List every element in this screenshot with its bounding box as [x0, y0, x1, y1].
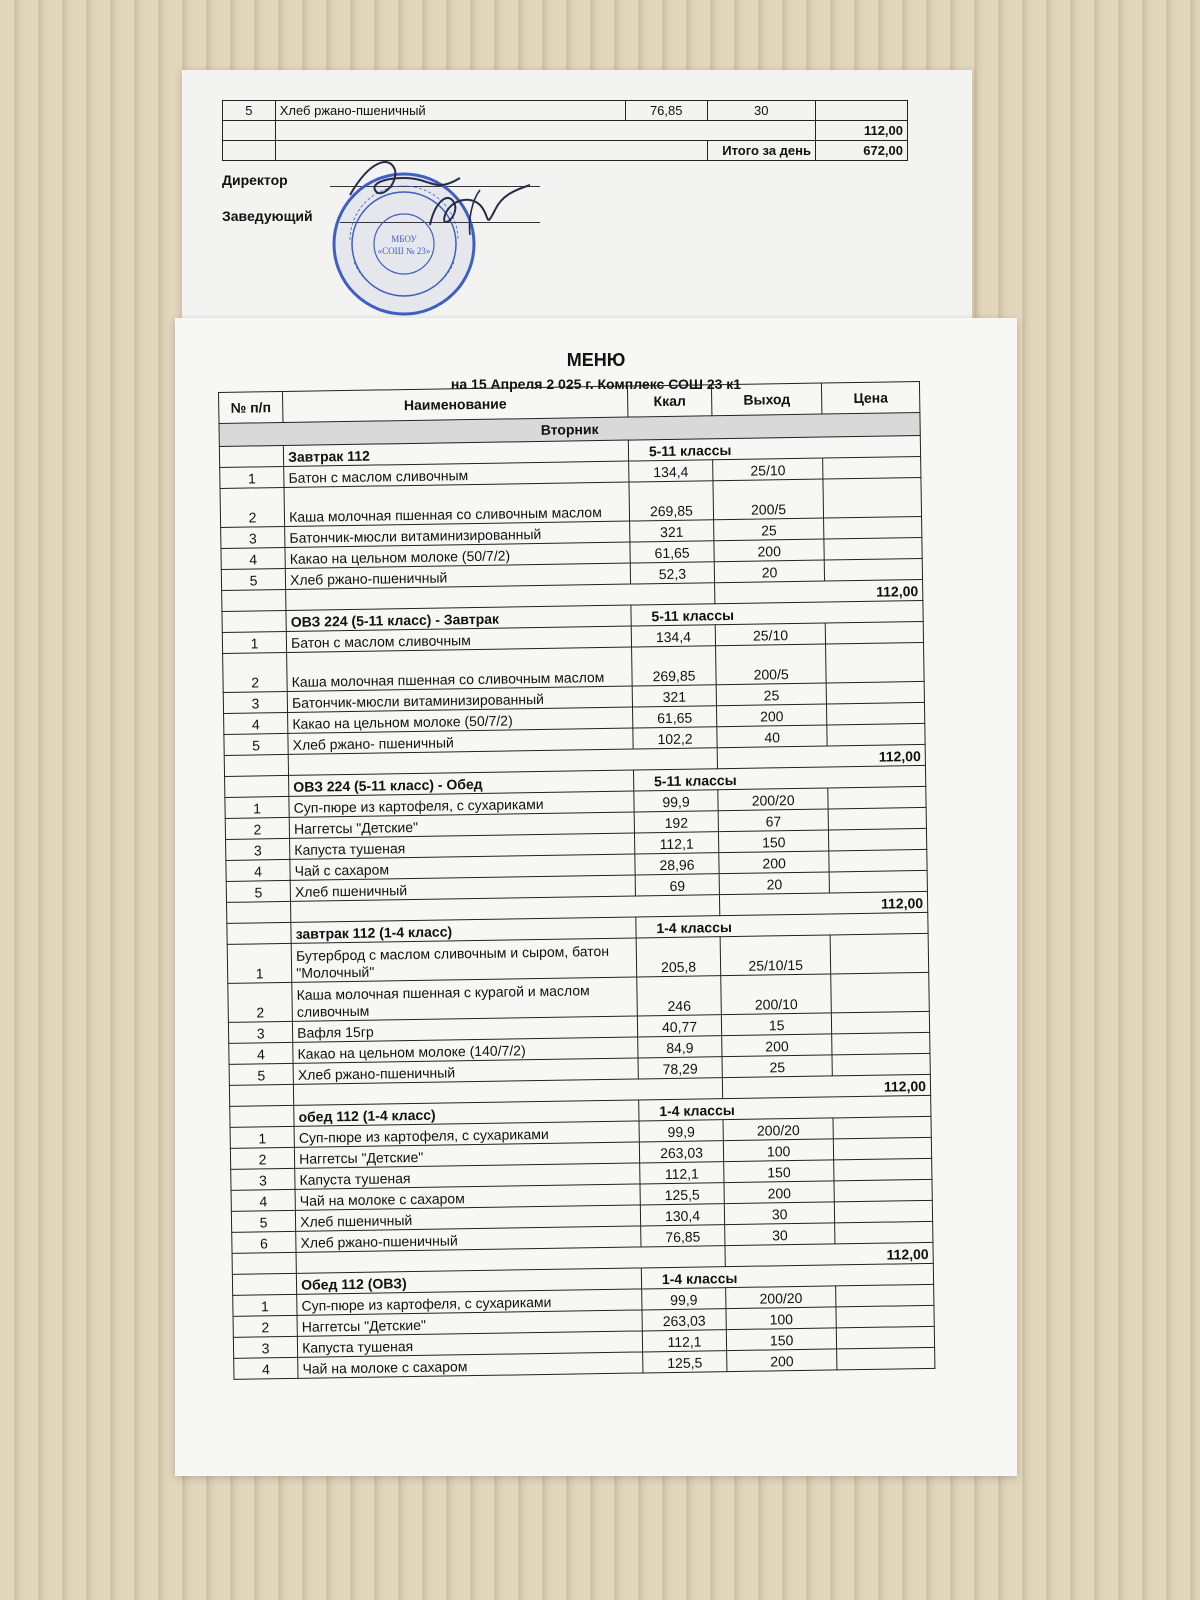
section-no-cell — [232, 1273, 296, 1295]
stamp-center-line2: «СОШ № 23» — [377, 246, 431, 256]
item-price — [823, 477, 921, 518]
item-kcal: 52,3 — [630, 562, 715, 584]
item-number: 1 — [233, 1294, 297, 1316]
item-kcal: 78,29 — [638, 1057, 723, 1079]
subtotal-row — [223, 121, 908, 141]
row-kcal: 76,85 — [625, 101, 707, 121]
item-kcal: 84,9 — [638, 1036, 723, 1058]
item-number: 6 — [232, 1231, 296, 1253]
item-output: 30 — [724, 1202, 834, 1225]
item-kcal: 269,85 — [631, 646, 716, 686]
item-output: 25/10 — [715, 623, 825, 646]
section-title: Обед 112 (ОВЗ) — [296, 1268, 641, 1294]
item-price — [829, 828, 927, 851]
item-price — [833, 1137, 931, 1160]
item-price — [828, 807, 926, 830]
item-output: 200 — [722, 1034, 832, 1057]
item-name: Какао на цельном молоке (140/7/2) — [293, 1037, 638, 1063]
item-output: 200/20 — [726, 1286, 836, 1309]
item-kcal: 40,77 — [637, 1015, 722, 1037]
item-number: 5 — [224, 733, 288, 755]
item-name: Бутерброд с маслом сливочным и сыром, батон "Молочный" — [291, 938, 636, 982]
header-name: Наименование — [283, 386, 628, 422]
signature-icon — [340, 150, 540, 250]
back-sheet-table — [222, 100, 908, 161]
item-price — [828, 786, 926, 809]
item-name: Капуста тушеная — [295, 1163, 640, 1189]
item-name: Каша молочная пшенная со сливочным маслом — [284, 482, 629, 526]
header-output: Выход — [712, 383, 822, 416]
item-price — [836, 1284, 934, 1307]
section-title: ОВЗ 224 (5-11 класс) - Завтрак — [286, 605, 631, 631]
item-number: 2 — [220, 487, 285, 527]
item-output: 150 — [726, 1328, 836, 1351]
item-price — [833, 1116, 931, 1139]
section-total-value: 112,00 — [717, 744, 925, 768]
item-price — [834, 1158, 932, 1181]
item-price — [829, 870, 927, 893]
item-number: 3 — [233, 1336, 297, 1358]
item-name: Суп-пюре из картофеля, с сухариками — [289, 791, 634, 817]
item-number: 3 — [221, 526, 285, 548]
item-kcal: 112,1 — [634, 832, 719, 854]
item-name: Чай на молоке с сахаром — [298, 1352, 643, 1378]
table-row — [223, 101, 908, 121]
section-title: обед 112 (1-4 класс) — [294, 1100, 639, 1126]
item-kcal: 192 — [634, 811, 719, 833]
row-price — [816, 101, 908, 121]
day-label: Вторник — [219, 412, 920, 446]
item-name: Батон с маслом сливочным — [286, 626, 631, 652]
item-name: Хлеб ржано-пшеничный — [293, 1058, 638, 1084]
header-kcal: Ккал — [627, 385, 712, 417]
section-title: ОВЗ 224 (5-11 класс) - Обед — [289, 770, 634, 796]
item-output: 200/5 — [713, 479, 824, 520]
item-name: Наггетсы "Детские" — [295, 1142, 640, 1168]
item-price — [837, 1347, 935, 1370]
section-classes: 5-11 классы — [633, 765, 925, 791]
item-output: 200/20 — [723, 1118, 833, 1141]
item-name: Каша молочная пшенная с курагой и маслом сливочным — [292, 977, 637, 1021]
item-output: 200/10 — [721, 974, 832, 1015]
item-output: 200 — [714, 539, 824, 562]
menu-table-wrapper — [218, 381, 936, 1436]
item-kcal: 125,5 — [640, 1183, 725, 1205]
item-kcal: 99,9 — [639, 1120, 724, 1142]
section-total-value: 112,00 — [725, 1242, 933, 1266]
item-kcal: 205,8 — [636, 937, 721, 977]
item-price — [835, 1221, 933, 1244]
item-price — [831, 972, 929, 1013]
item-number: 3 — [231, 1168, 295, 1190]
header-no: № п/п — [219, 391, 284, 423]
item-number: 5 — [229, 1063, 293, 1085]
item-output: 150 — [719, 830, 829, 853]
item-price — [827, 723, 925, 746]
item-output: 200 — [719, 851, 829, 874]
item-price — [826, 642, 924, 683]
stamp-center-line1: МБОУ — [391, 234, 417, 244]
section-classes: 1-4 классы — [639, 1095, 931, 1121]
header-price: Цена — [822, 381, 920, 414]
item-price — [831, 1011, 929, 1034]
item-number: 2 — [225, 817, 289, 839]
item-number: 3 — [226, 838, 290, 860]
item-number: 2 — [230, 1147, 294, 1169]
item-name: Капуста тушеная — [290, 833, 635, 859]
item-number: 1 — [222, 631, 286, 653]
item-kcal: 99,9 — [634, 790, 719, 812]
item-kcal: 134,4 — [629, 460, 714, 482]
item-name: Наггетсы "Детские" — [289, 812, 634, 838]
item-price — [832, 1053, 930, 1076]
section-no-cell — [227, 922, 291, 944]
section-no-cell — [219, 445, 283, 467]
item-price — [823, 456, 921, 479]
section-no-cell — [230, 1105, 294, 1127]
item-price — [825, 621, 923, 644]
section-total-value: 112,00 — [723, 1074, 931, 1098]
item-number: 2 — [233, 1315, 297, 1337]
day-total-value: 672,00 — [816, 141, 908, 161]
item-price — [834, 1179, 932, 1202]
director-label: Директор — [222, 172, 288, 188]
item-kcal: 61,65 — [630, 541, 715, 563]
item-number: 4 — [221, 547, 285, 569]
item-name: Хлеб пшеничный — [290, 875, 635, 901]
item-output: 200 — [727, 1349, 837, 1372]
item-number: 1 — [225, 796, 289, 818]
item-number: 1 — [220, 466, 284, 488]
item-kcal: 61,65 — [632, 706, 717, 728]
item-kcal: 246 — [637, 976, 722, 1016]
item-price — [827, 702, 925, 725]
item-name: Батончик-мюсли витаминизированный — [285, 521, 630, 547]
item-output: 100 — [723, 1139, 833, 1162]
item-name: Хлеб ржано-пшеничный — [285, 563, 630, 589]
menu-title: МЕНЮ — [566, 350, 626, 370]
item-kcal: 76,85 — [641, 1225, 726, 1247]
item-output: 200/5 — [716, 644, 827, 685]
item-name: Чай на молоке с сахаром — [295, 1184, 640, 1210]
item-number: 5 — [226, 880, 290, 902]
day-total-label: Итого за день — [707, 141, 815, 161]
item-output: 200 — [724, 1181, 834, 1204]
item-price — [824, 516, 922, 539]
row-output: 30 — [707, 101, 815, 121]
item-output: 15 — [722, 1013, 832, 1036]
section-title: завтрак 112 (1-4 класс) — [291, 917, 636, 943]
item-name: Хлеб ржано-пшеничный — [296, 1226, 641, 1252]
item-number: 3 — [228, 1021, 292, 1043]
item-number: 3 — [223, 691, 287, 713]
item-price — [834, 1200, 932, 1223]
item-output: 25 — [722, 1055, 832, 1078]
item-output: 200/20 — [718, 788, 828, 811]
item-price — [830, 933, 928, 974]
item-name: Суп-пюре из картофеля, с сухариками — [297, 1289, 642, 1315]
item-output: 25 — [714, 518, 824, 541]
item-kcal: 130,4 — [640, 1204, 725, 1226]
item-kcal: 134,4 — [631, 625, 716, 647]
item-output: 25/10 — [713, 458, 823, 481]
item-number: 1 — [230, 1126, 294, 1148]
total-no-cell — [222, 589, 286, 611]
item-kcal: 263,03 — [639, 1141, 724, 1163]
item-kcal: 263,03 — [642, 1309, 727, 1331]
day-total-row — [223, 141, 908, 161]
subtotal-value: 112,00 — [816, 121, 908, 141]
item-price — [832, 1032, 930, 1055]
item-name: Вафля 15гр — [293, 1016, 638, 1042]
section-total-value: 112,00 — [720, 891, 928, 915]
item-name: Батон с маслом сливочным — [284, 461, 629, 487]
item-number: 4 — [234, 1357, 298, 1379]
menu-table-body — [219, 412, 935, 1379]
total-no-cell — [229, 1084, 293, 1106]
item-output: 25/10/15 — [720, 935, 831, 976]
item-price — [829, 849, 927, 872]
item-kcal: 269,85 — [629, 481, 714, 521]
item-name: Суп-пюре из картофеля, с сухариками — [294, 1121, 639, 1147]
item-name: Каша молочная пшенная со сливочным маслом — [287, 647, 632, 691]
item-number: 4 — [224, 712, 288, 734]
item-output: 100 — [726, 1307, 836, 1330]
item-output: 20 — [714, 560, 824, 583]
section-classes: 5-11 классы — [631, 600, 923, 626]
item-name: Батончик-мюсли витаминизированный — [287, 686, 632, 712]
item-number: 4 — [226, 859, 290, 881]
total-no-cell — [224, 754, 288, 776]
item-output: 25 — [716, 683, 826, 706]
item-price — [826, 681, 924, 704]
section-title: Завтрак 112 — [283, 440, 628, 466]
item-price — [836, 1305, 934, 1328]
item-kcal: 112,1 — [642, 1330, 727, 1352]
item-kcal: 28,96 — [635, 853, 720, 875]
item-kcal: 125,5 — [643, 1351, 728, 1373]
item-number: 5 — [221, 568, 285, 590]
item-output: 40 — [717, 725, 827, 748]
item-number: 2 — [228, 982, 293, 1022]
row-name: Хлеб ржано-пшеничный — [275, 101, 625, 121]
item-name: Чай с сахаром — [290, 854, 635, 880]
item-kcal: 321 — [629, 520, 714, 542]
section-no-cell — [225, 775, 289, 797]
item-output: 150 — [724, 1160, 834, 1183]
item-output: 67 — [718, 809, 828, 832]
item-kcal: 321 — [632, 685, 717, 707]
item-name: Какао на цельном молоке (50/7/2) — [288, 707, 633, 733]
total-no-cell — [232, 1252, 296, 1274]
item-price — [836, 1326, 934, 1349]
item-output: 30 — [725, 1223, 835, 1246]
item-name: Хлеб пшеничный — [296, 1205, 641, 1231]
total-no-cell — [227, 901, 291, 923]
item-kcal: 112,1 — [640, 1162, 725, 1184]
manager-label: Заведующий — [222, 208, 313, 224]
section-total-value: 112,00 — [715, 579, 923, 603]
item-output: 200 — [717, 704, 827, 727]
item-kcal: 99,9 — [642, 1288, 727, 1310]
menu-subtitle: на 15 Апреля 2 025 г. Комплекс СОШ 23 к1 — [450, 376, 742, 392]
item-name: Наггетсы "Детские" — [297, 1310, 642, 1336]
item-price — [824, 558, 922, 581]
item-name: Хлеб ржано- пшеничный — [288, 728, 633, 754]
item-name: Какао на цельном молоке (50/7/2) — [285, 542, 630, 568]
item-output: 20 — [719, 872, 829, 895]
item-number: 5 — [231, 1210, 295, 1232]
item-number: 4 — [229, 1042, 293, 1064]
row-number: 5 — [223, 101, 276, 121]
item-number: 2 — [223, 652, 288, 692]
item-kcal: 69 — [635, 874, 720, 896]
item-kcal: 102,2 — [633, 727, 718, 749]
section-no-cell — [222, 610, 286, 632]
section-classes: 1-4 классы — [636, 912, 928, 938]
item-number: 1 — [227, 943, 292, 983]
section-classes: 1-4 классы — [641, 1263, 933, 1289]
item-price — [824, 537, 922, 560]
section-classes: 5-11 классы — [628, 435, 920, 461]
menu-table — [218, 381, 935, 1380]
item-name: Капуста тушеная — [297, 1331, 642, 1357]
item-number: 4 — [231, 1189, 295, 1211]
